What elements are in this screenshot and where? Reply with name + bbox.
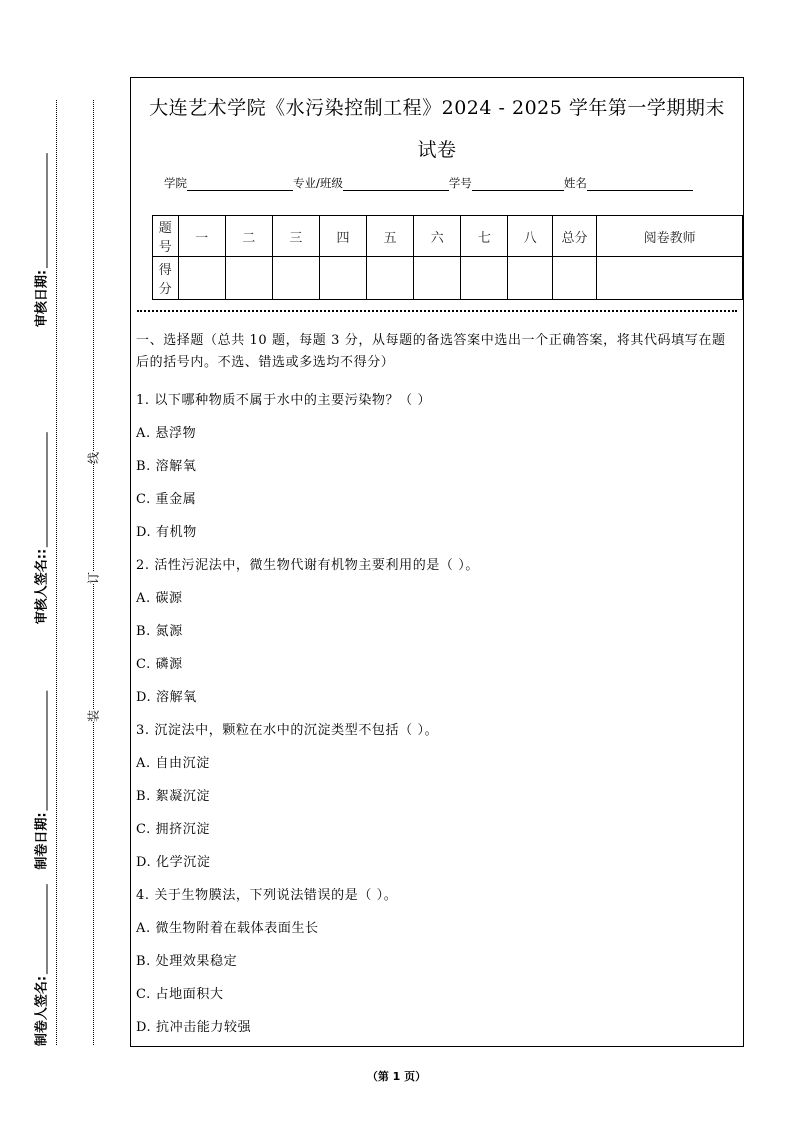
- questions-body: [136, 330, 738, 1044]
- outer-dotted-line: [56, 100, 57, 1045]
- question-stem: 1. 以下哪种物质不属于水中的主要污染物？（ ）: [136, 393, 432, 408]
- binding-mark-zhuang: 装: [82, 710, 105, 722]
- major-class-field[interactable]: [343, 176, 449, 191]
- col-header: 七: [461, 216, 508, 257]
- student-id-label: 学号: [448, 176, 472, 190]
- exam-frame: [130, 77, 744, 1047]
- score-cell[interactable]: [178, 257, 225, 300]
- score-cell[interactable]: [225, 257, 272, 300]
- score-cell-grader[interactable]: [597, 257, 743, 300]
- question-stem: 4. 关于生物膜法，下列说法错误的是（ ）。: [136, 888, 398, 903]
- option: C. 拥挤沉淀: [136, 822, 210, 837]
- option: B. 氮源: [136, 624, 183, 639]
- review-date-label: 审核日期:: [31, 153, 50, 327]
- score-table: [152, 215, 743, 300]
- binding-mark-ding: 订: [82, 572, 105, 584]
- reviewer-signature-label: 审核人签名::: [31, 432, 50, 624]
- binding-mark-line: 线: [82, 452, 105, 464]
- exam-title: [131, 87, 743, 171]
- option: A. 碳源: [136, 591, 183, 606]
- col-header: 三: [272, 216, 319, 257]
- col-header: 一: [178, 216, 225, 257]
- score-cell-total[interactable]: [552, 257, 596, 300]
- option: C. 占地面积大: [136, 987, 224, 1002]
- option: C. 重金属: [136, 492, 197, 507]
- dotted-separator: [137, 310, 737, 312]
- score-cell[interactable]: [508, 257, 552, 300]
- score-cell[interactable]: [414, 257, 461, 300]
- option: D. 抗冲击能力较强: [136, 1020, 252, 1035]
- major-class-label: 专业/班级: [293, 176, 343, 190]
- exam-title-line2: 试卷: [417, 139, 457, 161]
- score-cell[interactable]: [272, 257, 319, 300]
- option: B. 絮凝沉淀: [136, 789, 211, 804]
- student-info-row: [164, 175, 693, 191]
- option: C. 磷源: [136, 657, 183, 672]
- col-header: 二: [225, 216, 272, 257]
- option: A. 自由沉淀: [136, 756, 210, 771]
- col-header: 五: [367, 216, 414, 257]
- score-cell[interactable]: [461, 257, 508, 300]
- option: B. 处理效果稳定: [136, 954, 238, 969]
- college-field[interactable]: [187, 176, 293, 191]
- row-label-question: 题号: [153, 216, 179, 257]
- option: D. 有机物: [136, 525, 197, 540]
- section-heading: 一、选择题（总共 10 题，每题 3 分，从每题的备选答案中选出一个正确答案，将其代码填写在题后的括号内。不选、错选或多选均不得分）: [136, 333, 726, 370]
- student-id-field[interactable]: [472, 176, 564, 191]
- make-date-label: 制卷日期:: [31, 690, 50, 869]
- option: B. 溶解氧: [136, 459, 197, 474]
- col-header: 六: [414, 216, 461, 257]
- col-header: 四: [319, 216, 366, 257]
- col-header-grader: 阅卷教师: [597, 216, 743, 257]
- name-label: 姓名: [563, 176, 587, 190]
- question-stem: 2. 活性污泥法中，微生物代谢有机物主要利用的是（ ）。: [136, 558, 479, 573]
- score-cell[interactable]: [367, 257, 414, 300]
- score-cell[interactable]: [319, 257, 366, 300]
- row-label-score: 得分: [153, 257, 179, 300]
- col-header-total: 总分: [552, 216, 596, 257]
- option: D. 化学沉淀: [136, 855, 211, 870]
- option: A. 微生物附着在载体表面生长: [136, 921, 319, 936]
- col-header: 八: [508, 216, 552, 257]
- maker-signature-label: 制卷人签名:: [31, 884, 50, 1046]
- college-label: 学院: [164, 176, 187, 190]
- exam-title-line1: 大连艺术学院《水污染控制工程》2024 - 2025 学年第一学期期末: [149, 97, 725, 119]
- page-number: （第 1 页）: [366, 1070, 427, 1083]
- option: A. 悬浮物: [136, 426, 197, 441]
- option: D. 溶解氧: [136, 690, 197, 705]
- name-field[interactable]: [587, 176, 693, 191]
- question-stem: 3. 沉淀法中，颗粒在水中的沉淀类型不包括（ ）。: [136, 723, 439, 738]
